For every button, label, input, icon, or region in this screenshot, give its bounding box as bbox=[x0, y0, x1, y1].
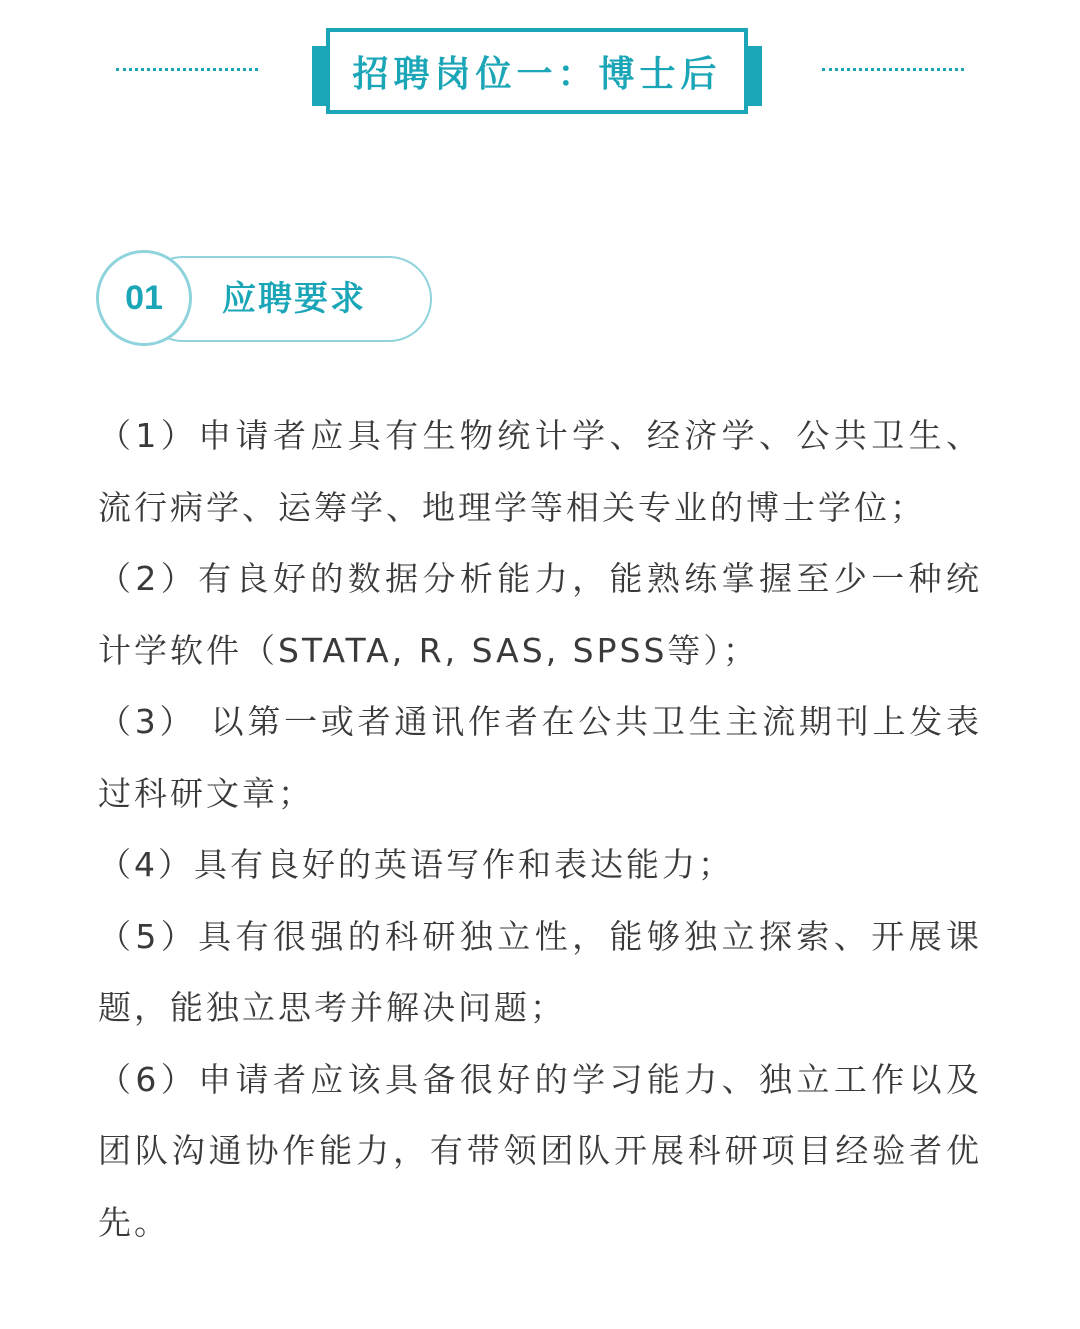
page-title: 招聘岗位一：博士后 bbox=[352, 53, 722, 95]
title-right-tab bbox=[748, 46, 762, 106]
section-title-frame bbox=[326, 28, 748, 114]
requirement-item: （5）具有很强的科研独立性，能够独立探索、开展课题，能独立思考并解决问题； bbox=[98, 916, 982, 1027]
title-left-tab bbox=[312, 46, 326, 106]
requirement-item: （2）有良好的数据分析能力，能熟练掌握至少一种统计学软件（STATA, R, SAS, SPSS等）； bbox=[98, 559, 982, 670]
requirements-list bbox=[98, 400, 982, 1258]
right-dotted-divider bbox=[822, 68, 964, 71]
subsection-label: 应聘要求 bbox=[222, 279, 366, 319]
requirement-item: （4）具有良好的英语写作和表达能力； bbox=[98, 845, 734, 884]
subsection-number-badge bbox=[96, 250, 192, 346]
subsection-number: 01 bbox=[125, 278, 163, 317]
left-dotted-divider bbox=[116, 68, 258, 71]
requirement-item: （6）申请者应该具备很好的学习能力、独立工作以及团队沟通协作能力，有带领团队开展科研项目经验者优先。 bbox=[98, 1059, 982, 1242]
requirement-item: （3） 以第一或者通讯作者在公共卫生主流期刊上发表过科研文章； bbox=[98, 702, 982, 813]
requirement-item: （1）申请者应具有生物统计学、经济学、公共卫生、流行病学、运筹学、地理学等相关专业的博士学位； bbox=[98, 416, 982, 527]
